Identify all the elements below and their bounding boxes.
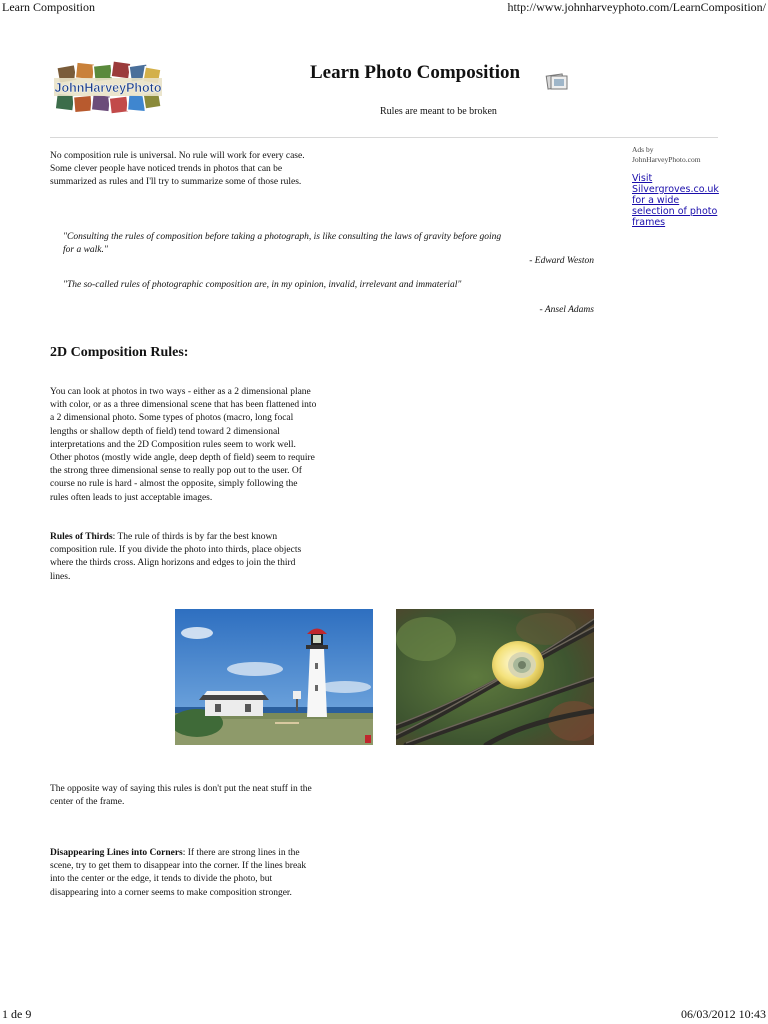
print-footer-datetime: 06/03/2012 10:43 <box>680 1007 766 1021</box>
quote-weston: "Consulting the rules of composition before taking a photograph, is like consulting the laws of gravity before going for a walk." <box>63 232 502 255</box>
print-header-url: http://www.johnharveyphoto.com/LearnComposition/ <box>507 0 766 14</box>
lighthouse-photo <box>175 609 373 745</box>
paragraph-disappearing-lines <box>50 847 318 900</box>
print-header-title: Learn Composition <box>2 0 95 14</box>
ads-label: Ads by JohnHarveyPhoto.com <box>632 145 701 164</box>
paragraph-2d: You can look at photos in two ways - either as a 2 dimensional plane with color, or as a three dimensional scene that has been flattened into a 2 dimensional photo. Some types of photos (macro, long focal lengths or shallow depth of field) tend toward 2 dimensional interpretations and the 2D Composition rules seem to work well. Other photos (mostly wide angle, deep depth of field) seem to require the strong three dimensional sense to really pop out to the user. Of course no rule is hard - almost the opposite, simply following the rules often leads to just acceptable images. <box>50 387 317 503</box>
text-rule-of-thirds: : The rule of thirds is by far the best known composition rule. If you divide the photo into thirds, place objects where the thirds cross. Align horizons and edges to join the third lines. <box>50 532 302 582</box>
quote-author: - Edward Weston <box>529 256 594 266</box>
header-divider <box>50 137 718 138</box>
quote-adams: "The so-called rules of photographic composition are, in my opinion, invalid, irrelevant and immaterial" <box>63 280 462 290</box>
ad-link[interactable]: Visit Silvergroves.co.uk for a wide selection of photo frames <box>632 173 719 228</box>
intro-paragraph: No composition rule is universal. No rule will work for every case. Some clever people have noticed trends in photos that can be summarized as rules and I'll try to summarize some of those rules. <box>50 151 305 188</box>
paragraph-rule-of-thirds <box>50 531 312 584</box>
site-logo[interactable] <box>52 60 164 116</box>
print-footer-page: 1 de 9 <box>2 1007 32 1021</box>
term-rule-of-thirds: Rules of Thirds <box>50 532 113 542</box>
paragraph-opposite: The opposite way of saying this rules is don't put the neat stuff in the center of the frame. <box>50 784 312 808</box>
quote-author: - Ansel Adams <box>539 305 594 315</box>
tagline: Rules are meant to be broken <box>380 106 497 117</box>
photos-icon <box>545 70 569 92</box>
page-title: Learn Photo Composition <box>310 62 521 83</box>
logo-text: JohnHarveyPhoto <box>54 81 162 95</box>
snail-photo <box>396 609 594 745</box>
section-heading: 2D Composition Rules: <box>50 345 189 360</box>
term-disappearing-lines: Disappearing Lines into Corners <box>50 848 183 858</box>
text-disappearing-lines: : If there are strong lines in the scene, try to get them to disappear into the corner. If the lines break into the center or the edge, it tends to divide the photo, but disappearing into a corner seems to make composition stronger. <box>50 848 307 898</box>
